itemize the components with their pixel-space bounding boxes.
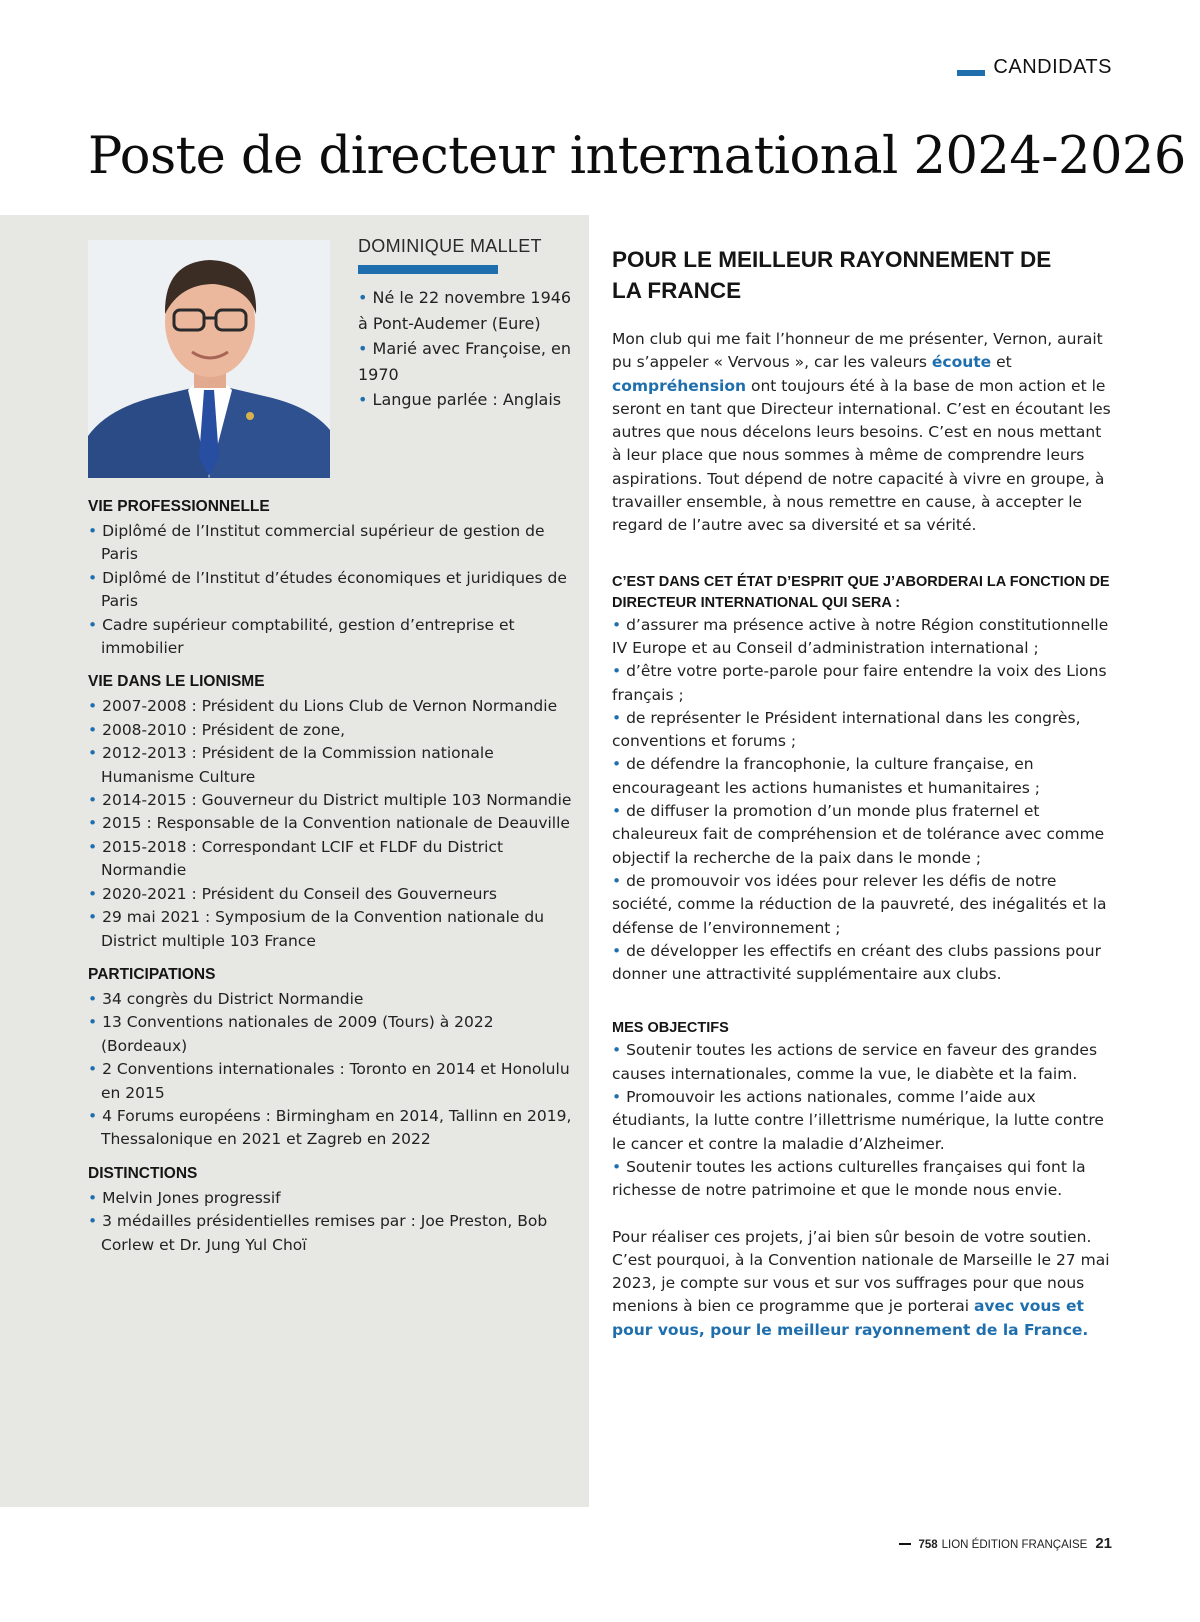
mission-list (612, 614, 1112, 987)
footer-dash (899, 1543, 911, 1545)
list-item: • 2012-2013 : Président de la Commission nationale Humanisme Culture (88, 744, 494, 786)
issue-number: 758 (918, 1539, 938, 1551)
list-item: • Promouvoir les actions nationales, comme l’aide aux étudiants, la lutte contre l’illettrisme numérique, la lutte contre le cancer et contre la maladie d’Alzheimer. (612, 1088, 1104, 1153)
bullet-icon: • (358, 288, 368, 307)
objectives-heading: MES OBJECTIFS (612, 1020, 729, 1037)
candidate-portrait-illustration (88, 240, 330, 478)
list-item: • de représenter le Président international dans les congrès, conventions et forums ; (612, 708, 1081, 751)
bio-facts (358, 285, 573, 413)
candidate-photo (88, 240, 330, 478)
mission-heading: C’EST DANS CET ÉTAT D’ESPRIT QUE J’ABORDERAI LA FONCTION DE DIRECTEUR INTERNATIONAL QUI SERA : (612, 573, 1110, 611)
list-item: • d’assurer ma présence active à notre Région constitutionnelle IV Europe et au Conseil d’administration international ; (612, 615, 1109, 657)
list-item: • 4 Forums européens : Birmingham en 2014, Tallinn en 2019, Thessalonique en 2021 et Zagreb en 2022 (88, 1106, 572, 1149)
left-column (88, 497, 578, 1269)
section-heading-distinctions: DISTINCTIONS (88, 1164, 198, 1182)
section-heading-professional: VIE PROFESSIONNELLE (88, 498, 270, 515)
list-item: • Cadre supérieur comptabilité, gestion d’entreprise et immobilier (88, 615, 515, 658)
intro-paragraph: Mon club qui me fait l’honneur de me présenter, Vernon, aurait pu s’appeler « Vervous », car les valeurs écoute et compréhension ont toujours été à la base de mon action et le seront en tant que Directeur international. C’est en écoutant les autres que nous décelons leurs besoins. C’est en nous mettant à leur place que nous sommes à même de comprendre leurs aspirations. Tout dépend de notre capacité à vivre en groupe, à travailler ensemble, à nous remettre en cause, à accepter le regard de l’autre avec sa diversité et sa vérité. (612, 330, 1111, 535)
list-distinctions (88, 1187, 578, 1257)
list-item: • 2007-2008 : Président du Lions Club de Vernon Normandie (88, 697, 558, 716)
right-column (612, 244, 1112, 1342)
right-heading: POUR LE MEILLEUR RAYONNEMENT DE LA FRANCE (612, 247, 1052, 303)
list-item: • Soutenir toutes les actions culturelles françaises qui font la richesse de notre patrimoine et que le monde nous envie. (612, 1157, 1086, 1200)
bio-fact: • Né le 22 novembre 1946 à Pont-Audemer (Eure) (358, 288, 572, 333)
list-item: • Diplômé de l’Institut d’études économiques et juridiques de Paris (88, 568, 567, 611)
bullet-icon: • (358, 339, 368, 358)
page-footer (899, 1535, 1112, 1552)
closing-paragraph: Pour réaliser ces projets, j’ai bien sûr besoin de votre soutien. C’est pourquoi, à la Convention nationale de Marseille le 27 mai 2023, je compte sur vous et sur vos suffrages pour que nous menions à bien ce programme que je porterai avec vous et pour vous, pour le meilleur rayonnement de la France. (612, 1227, 1110, 1339)
bio-fact: • Langue parlée : Anglais (358, 390, 562, 409)
list-item: • Soutenir toutes les actions de service en faveur des grandes causes internationales, comme la vue, le diabète et la faim. (612, 1041, 1098, 1083)
list-item: • 3 médailles présidentielles remises par : Joe Preston, Bob Corlew et Dr. Jung Yul Choï (88, 1212, 548, 1254)
list-item: • 2015 : Responsable de la Convention nationale de Deauville (88, 814, 570, 833)
list-item: • de défendre la francophonie, la culture française, en encourageant les actions humanistes et humanitaires ; (612, 755, 1040, 797)
name-underline (358, 265, 498, 274)
candidate-name: DOMINIQUE MALLET (358, 236, 542, 256)
list-item: • Diplômé de l’Institut commercial supérieur de gestion de Paris (88, 522, 545, 564)
section-tag-label: CANDIDATS (993, 56, 1112, 78)
list-lionism (88, 695, 578, 952)
section-heading-lionism: VIE DANS LE LIONISME (88, 673, 265, 691)
list-item: • 2014-2015 : Gouverneur du District multiple 103 Normandie (88, 791, 572, 810)
bullet-icon: • (358, 390, 368, 409)
list-item: • de développer les effectifs en créant des clubs passions pour donner une attractivité supplémentaire aux clubs. (612, 941, 1101, 984)
list-item: • 2020-2021 : Président du Conseil des Gouverneurs (88, 884, 497, 903)
list-professional (88, 520, 578, 660)
objectives-list (612, 1039, 1112, 1202)
page-title: Poste de directeur international 2024-2026 (88, 127, 1186, 186)
list-item: • 2015-2018 : Correspondant LCIF et FLDF du District Normandie (88, 837, 504, 880)
list-item: • 2 Conventions internationales : Toronto en 2014 et Honolulu en 2015 (88, 1060, 570, 1102)
section-heading-participations: PARTICIPATIONS (88, 965, 216, 983)
page-number: 21 (1095, 1535, 1112, 1552)
section-tag-bar (957, 70, 985, 76)
highlight-comprehension: compréhension (612, 376, 747, 395)
list-item: • d’être votre porte-parole pour faire entendre la voix des Lions français ; (612, 662, 1107, 704)
list-item: • 34 congrès du District Normandie (88, 989, 364, 1008)
list-participations (88, 988, 578, 1152)
list-item: • Melvin Jones progressif (88, 1188, 281, 1207)
list-item: • de diffuser la promotion d’un monde plus fraternel et chaleureux fait de compréhension et de tolérance avec comme objectif la recherche de la paix dans le monde ; (612, 802, 1105, 867)
list-item: • 29 mai 2021 : Symposium de la Convention nationale du District multiple 103 France (88, 908, 545, 950)
list-item: • 2008-2010 : Président de zone, (88, 720, 346, 739)
list-item: • 13 Conventions nationales de 2009 (Tours) à 2022 (Bordeaux) (88, 1013, 494, 1055)
closing-highlight: avec vous et pour vous, pour le meilleur rayonnement de la France. (612, 1297, 1089, 1339)
section-tag (957, 56, 1112, 79)
bio-fact: • Marié avec Françoise, en 1970 (358, 339, 572, 384)
list-item: • de promouvoir vos idées pour relever les défis de notre société, comme la réduction de la pauvreté, des inégalités et la défense de l’environnement ; (612, 871, 1107, 937)
publication-name: LION ÉDITION FRANÇAISE (941, 1539, 1088, 1551)
highlight-ecoute: écoute (931, 353, 992, 372)
